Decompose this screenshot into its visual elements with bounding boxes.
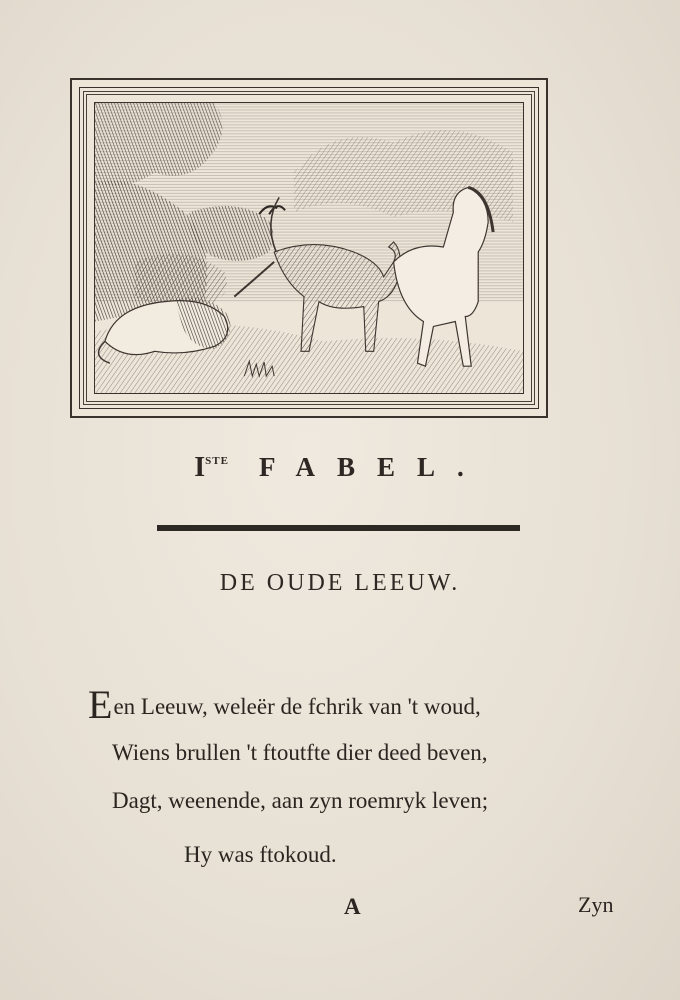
- verse-line-1: [88, 682, 680, 727]
- verse-line-2: Wiens brullen 't ftoutfte dier deed beven,: [112, 740, 488, 765]
- catchword: Zyn: [578, 892, 614, 917]
- verse-line-1-text: en Leeuw, weleër de fchrik van 't woud,: [113, 694, 481, 719]
- verse-line-3: Dagt, weenende, aan zyn roemryk leven;: [112, 788, 489, 813]
- fable-ordinal: ISTE: [194, 452, 229, 483]
- verse-line-4: Hy was ftokoud.: [184, 842, 337, 867]
- ordinal-suffix: STE: [205, 455, 229, 467]
- engraving-plate: [70, 78, 548, 418]
- heading-rule: [157, 525, 520, 531]
- engraving-illustration: [94, 102, 524, 394]
- fable-title: DE OUDE LEEUW.: [219, 570, 461, 596]
- signature-mark: A: [344, 894, 361, 919]
- fable-heading: [0, 452, 680, 484]
- fable-label: FABEL.: [258, 452, 486, 482]
- drop-capital: E: [88, 682, 113, 727]
